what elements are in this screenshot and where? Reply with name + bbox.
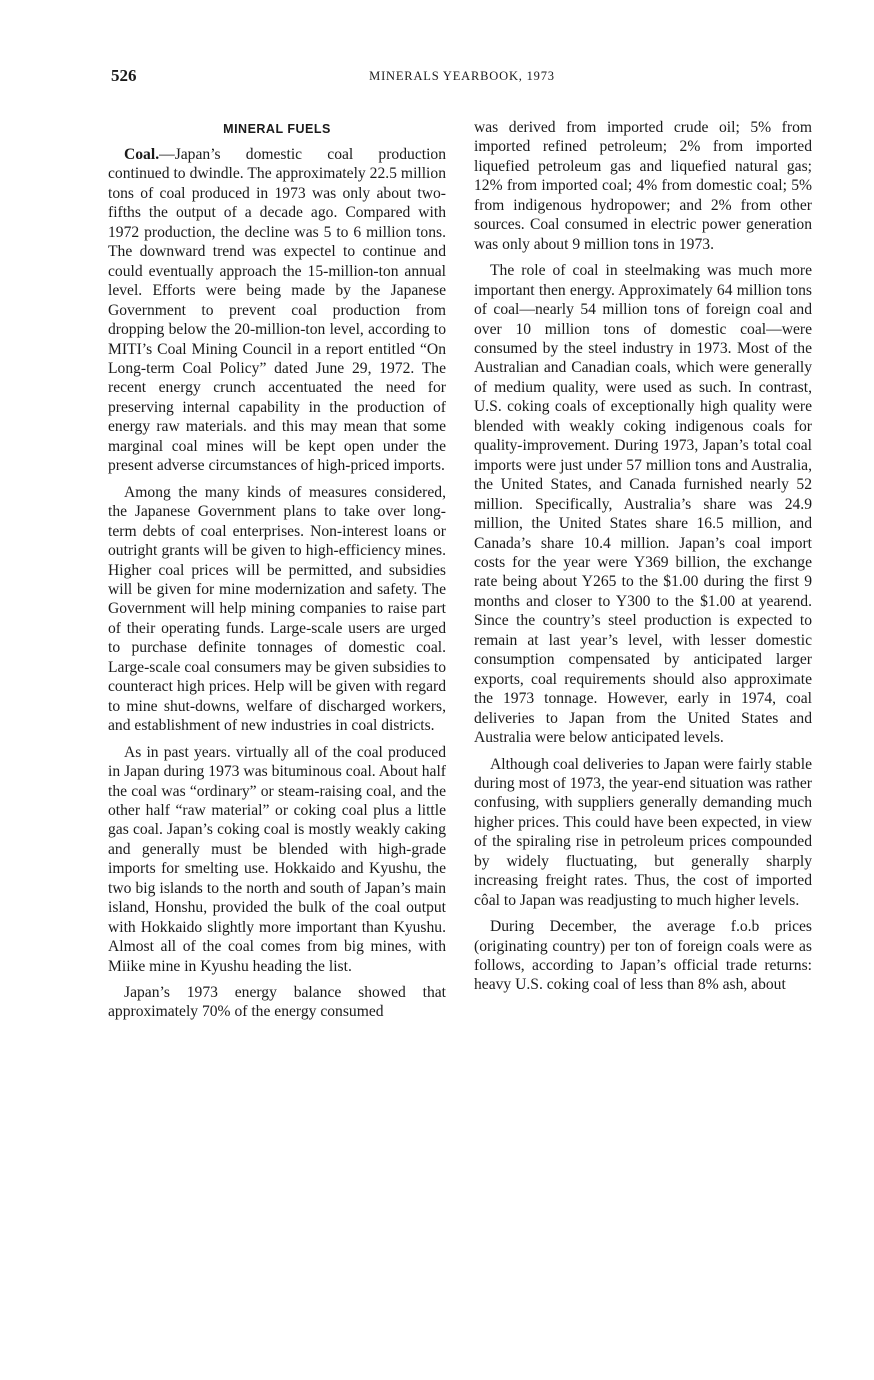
page-header <box>111 66 813 88</box>
energy-balance-continued: was derived from imported crude oil; 5% from imported refined petroleum; 2% from imported liquefied petroleum gas and liquefied natural gas; 12% from imported coal; 4% from domestic coal; 5% from indigenous hydropower; and 2% from other sources. Coal consumed in electric power generation was only about 9 million tons in 1973. <box>474 119 812 253</box>
coal-paragraph-1-text: —Japan’s domestic coal production continued to dwindle. The approximately 22.5 million tons of coal produced in 1973 was only about two-fifths the output of a decade ago. Compared with 1972 production, the decline was 5 to 6 million tons. The downward trend was expectel to continue and could eventually approach the 15-million-ton annual level. Efforts were being made by the Japanese Government to prevent coal production from dropping below the 20-million-ton level, according to MITI’s Coal Mining Council in a report entitled “On Long-term Coal Policy” dated June 29, 1972. The recent energy crunch accentuated the need for preserving internal capability in the production of energy raw materials. and this may mean that some marginal coal mines will be kept open under the present adverse circumstances of high-priced imports. <box>108 146 446 475</box>
coal-paragraph-1 <box>108 145 446 476</box>
left-column <box>108 118 446 1029</box>
running-title: MINERALS YEARBOOK, 1973 <box>369 69 555 83</box>
deliveries-paragraph: Although coal deliveries to Japan were fairly stable during most of 1973, the year-end situation was rather confusing, with suppliers generally demanding much higher prices. This could have been expected, in view of the spiraling rise in petroleum prices compounded by widely fluctuating, but generally sharply increasing freight rates. Thus, the cost of imported côal to Japan was readjusting to much higher levels. <box>474 755 812 909</box>
measures-paragraph: Among the many kinds of measures considered, the Japanese Government plans to take over long-term debts of coal enterprises. Non-interest loans or outright grants will be given to high-efficiency mines. Higher coal prices will be permitted, and subsidies will be given for mine modernization and safety. The Government will help mining companies to raise part of their operating funds. Large-scale users are urged to purchase definite tonnages of domestic coal. Large-scale coal consumers may be given subsidies to counteract high prices. Help will be given with regard to mine shut-downs, welfare of discharged workers, and establishment of new industries in coal districts. <box>108 483 446 735</box>
december-prices-paragraph: During December, the average f.o.b prices (originating country) per ton of foreign coals were as follows, according to Japan’s official trade returns: heavy U.S. coking coal of less than 8% ash, about <box>474 918 812 994</box>
coal-run-in-heading: Coal. <box>124 146 160 163</box>
section-title: MINERAL FUELS <box>223 122 331 136</box>
right-column <box>474 118 812 1002</box>
bituminous-paragraph: As in past years. virtually all of the coal produced in Japan during 1973 was bituminous coal. About half the coal was “ordinary” or steam-raising coal, and the other half “raw material” or coking coal plus a little gas coal. Japan’s coking coal is mostly weakly caking and generally must be blended with high-grade imports for smelting use. Hokkaido and Kyushu, the two big islands to the north and south of Japan’s main island, Honshu, provided the bulk of the coal output with Hokkaido slightly more important than Kyushu. Almost all of the coal comes from big mines, with Miike mine in Kyushu heading the list. <box>108 743 446 975</box>
page-number: 526 <box>111 66 137 85</box>
steelmaking-paragraph: The role of coal in steelmaking was much more important then energy. Approximately 64 million tons of coal—nearly 54 million tons of foreign coal and over 10 million tons of domestic coal—were consumed by the steel industry in 1973. Most of the Australian and Canadian coals, which were generally of medium quality, were used as such. In contrast, U.S. coking coals of exceptionally high quality were blended with weakly coking indigenous coals for quality-improvement. During 1973, Japan’s total coal imports were just under 57 million tons and Australia, the United States, and Canada furnished nearly 52 million. Specifically, Australia’s share was 24.9 million, the United States share 16.5 million, and Canada’s share 10.4 million. Japan’s coal import costs for the year were Y369 billion, the exchange rate being about Y265 to the $1.00 during the first 9 months and closer to Y300 to the $1.00 at yearend. Since the country’s steel production is expected to remain at last year’s level, with lesser domestic consumption compensated by anticipated larger exports, coal requirements should also approximate the 1973 tonnage. However, early in 1974, coal deliveries to Japan from the United States and Australia were below anticipated levels. <box>474 262 812 747</box>
energy-balance-paragraph: Japan’s 1973 energy balance showed that approximately 70% of the energy consumed <box>108 984 446 1021</box>
